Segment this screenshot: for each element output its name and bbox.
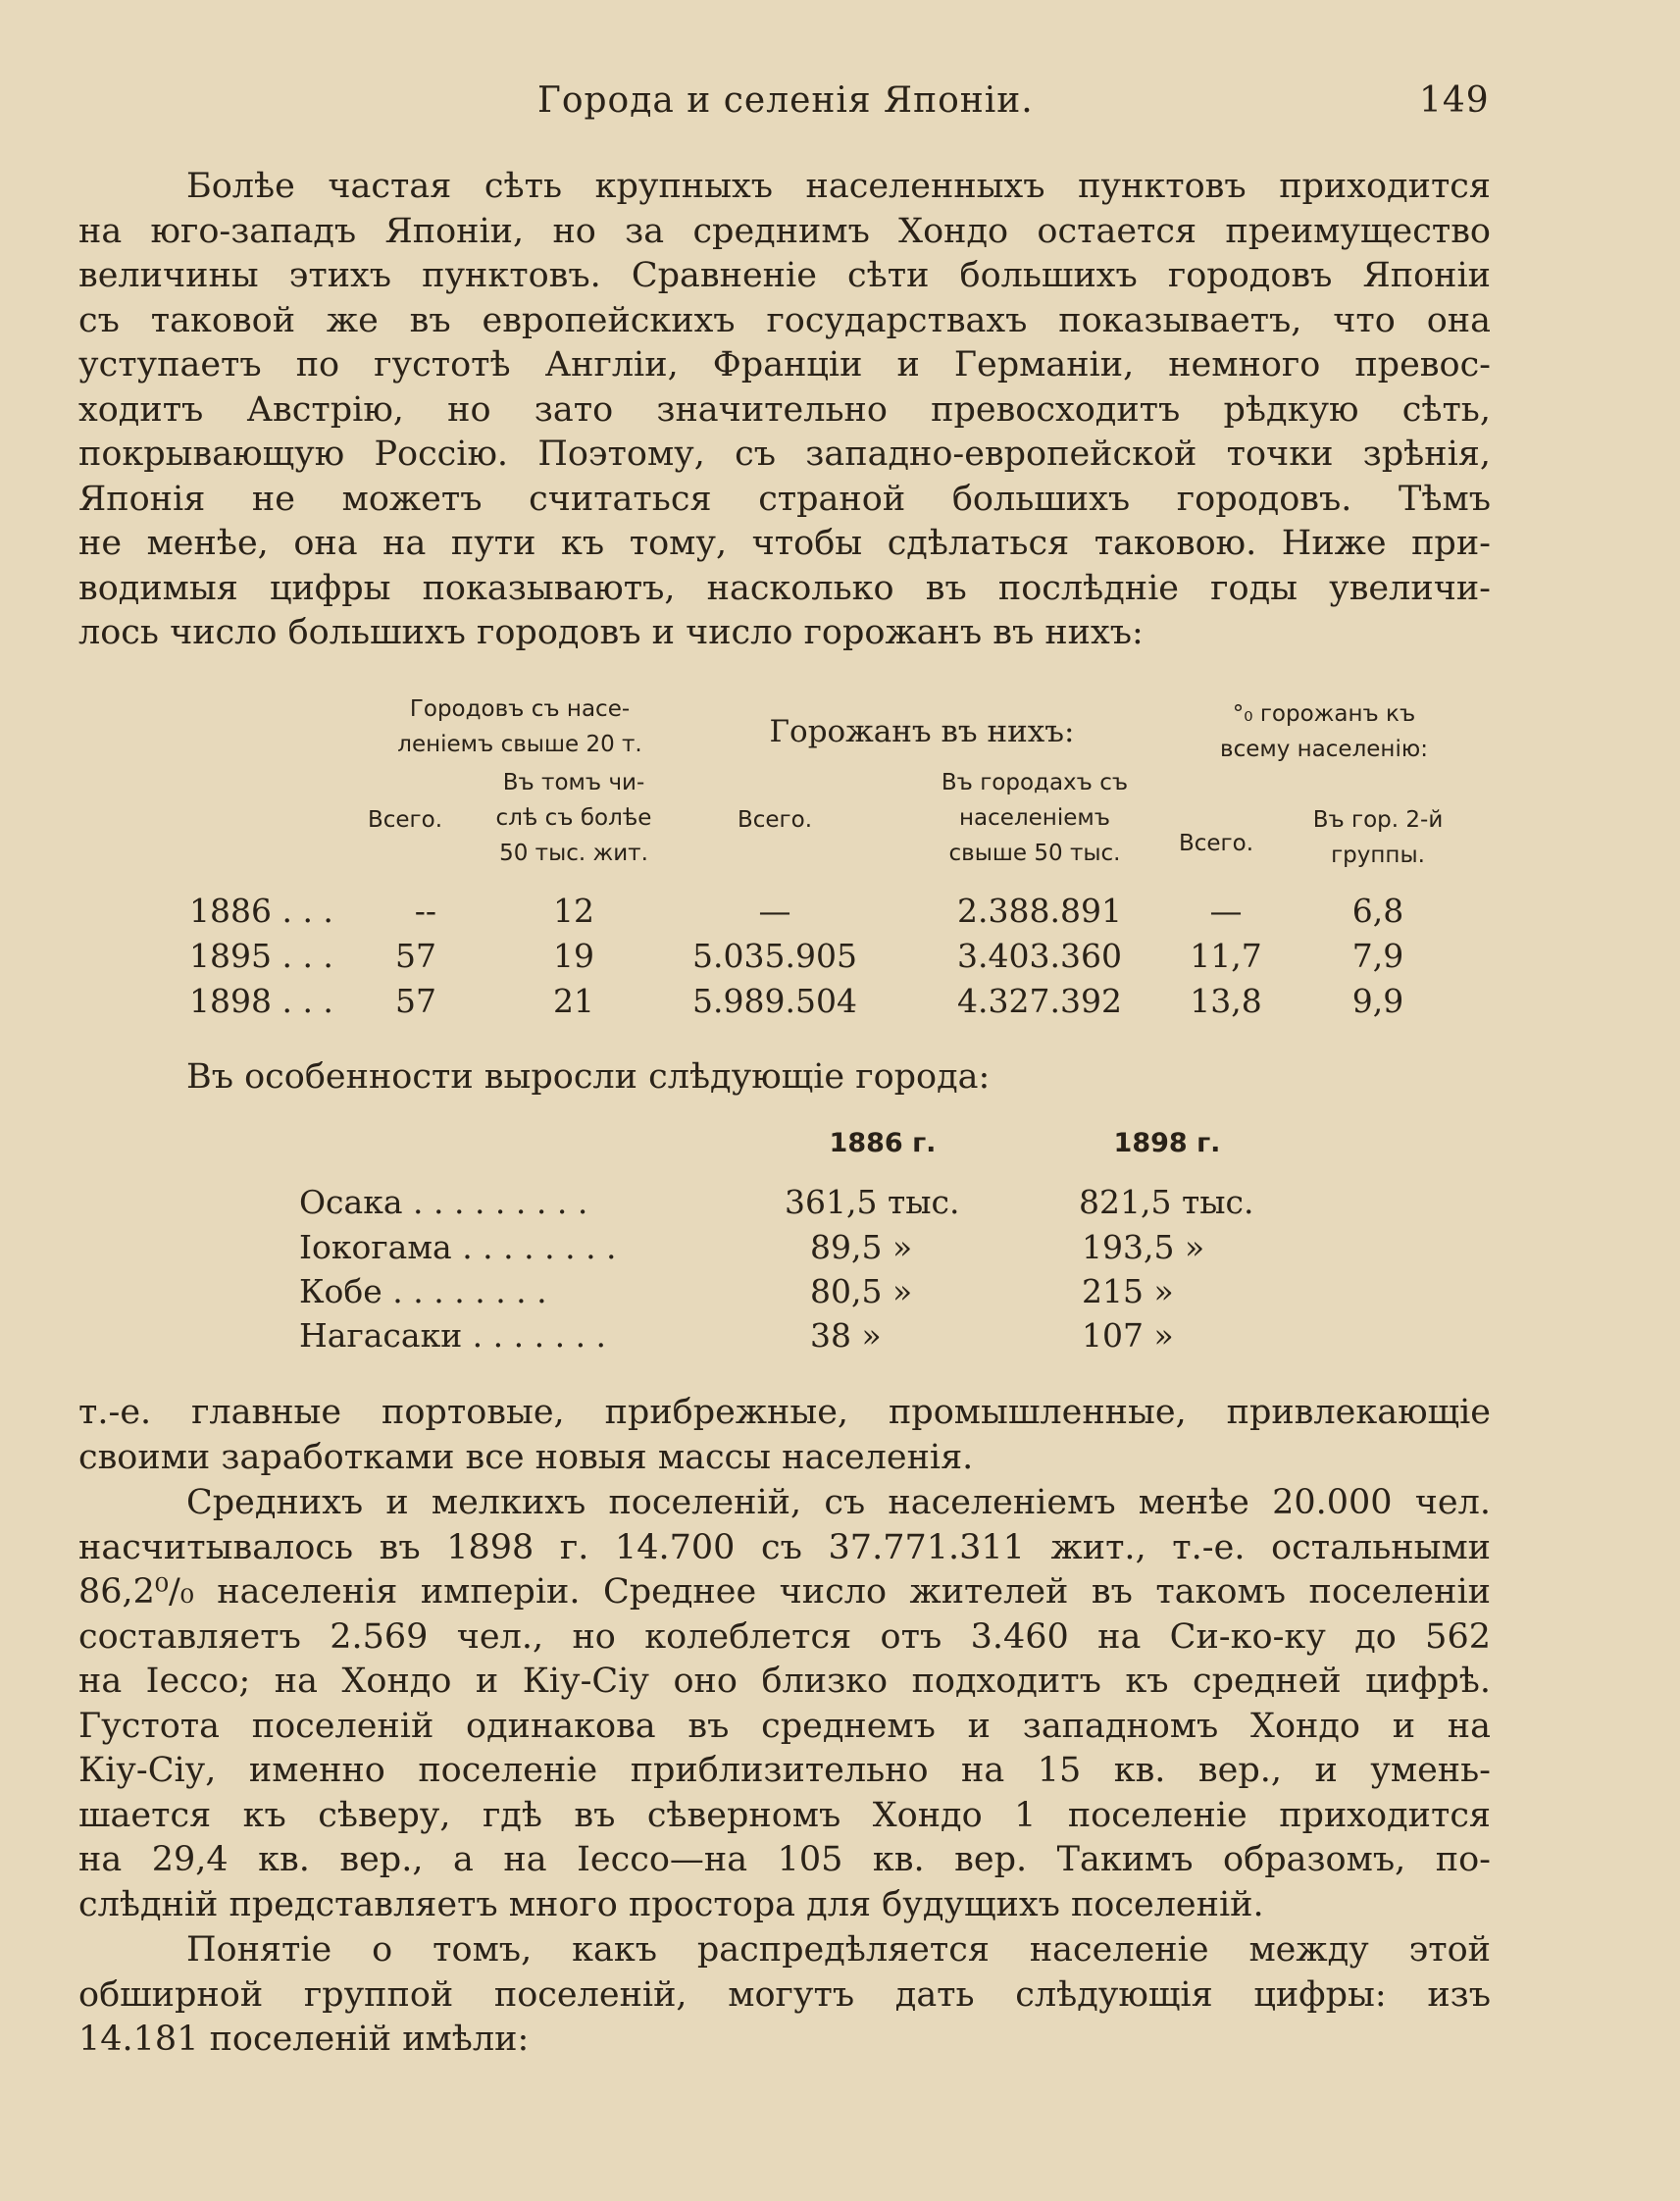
table2-col-1898-header: 1898 г. [1113, 1128, 1221, 1158]
header-line: 50 тыс. жит. [499, 841, 648, 866]
text-line: ходитъ Австрію, но зато значительно превосходитъ рѣдкую сѣть, [78, 389, 1491, 430]
text-line: Японія не можетъ считаться страной большихъ городовъ. Тѣмъ [78, 479, 1491, 519]
header-line: населеніемъ [959, 805, 1110, 831]
table1-col-pct-group2-header [1285, 802, 1471, 873]
header-line: Въ томъ чи- [502, 770, 645, 795]
city-cell: Іокогама . . . . . . . . [299, 1228, 617, 1266]
pct-total-cell: — [1209, 892, 1243, 930]
over50-cell: 21 [553, 982, 594, 1020]
city-cell: Нагасаки . . . . . . . [299, 1316, 607, 1355]
text-line: насчитывалось въ 1898 г. 14.700 съ 37.771.311 жит., т.-е. остальными [78, 1527, 1491, 1567]
header-line: Городовъ съ насе- [409, 696, 631, 722]
text-line: лось число большихъ городовъ и число горожанъ въ нихъ: [78, 613, 1144, 652]
value-1886-cell: 361,5 тыс. [785, 1183, 960, 1221]
text-line: обширной группой поселеній, могутъ дать слѣдующія цифры: изъ [78, 1974, 1491, 2015]
text-line: Густота поселеній одинакова въ среднемъ и западномъ Хондо и на [78, 1706, 1491, 1746]
text-line: покрывающую Россію. Поэтому, съ западно-европейской точки зрѣнія, [78, 435, 1491, 474]
header-line: Въ городахъ съ [941, 770, 1129, 795]
pct-total-cell: 11,7 [1190, 937, 1262, 975]
table1-col-citizens50-header [917, 765, 1152, 871]
year-cell: 1886 . . . [189, 892, 333, 930]
citizens-cell: 5.989.504 [692, 982, 857, 1020]
pct-group2-cell: 9,9 [1351, 982, 1404, 1020]
text-line: на юго-западъ Японіи, но за среднимъ Хондо остается преимущество [78, 211, 1491, 251]
header-line: леніемъ свыше 20 т. [397, 732, 642, 757]
text-line: Болѣе частая сѣть крупныхъ населенныхъ пунктовъ приходится [186, 167, 1491, 206]
text-line: на 29,4 кв. вер., а на Іессо—на 105 кв. вер. Такимъ образомъ, по- [78, 1840, 1491, 1879]
text-line: 14.181 поселеній имѣли: [78, 2020, 530, 2059]
total-cell: 57 [395, 937, 436, 975]
text-line: Среднихъ и мелкихъ поселеній, съ населеніемъ менѣе 20.000 чел. [186, 1483, 1491, 1522]
text-line: слѣдній представляетъ много простора для будущихъ поселеній. [78, 1884, 1264, 1924]
year-cell: 1895 . . . [189, 937, 333, 975]
year-cell: 1898 . . . [189, 982, 333, 1020]
header-line: слѣ съ болѣе [495, 805, 652, 831]
value-1898-cell: 107 » [1082, 1316, 1174, 1355]
pct-group2-cell: 7,9 [1351, 937, 1404, 975]
header-line: свыше 50 тыс. [948, 841, 1121, 866]
citizens50-cell: 4.327.392 [957, 982, 1122, 1020]
table1-col-over50-header [461, 765, 687, 871]
citizens50-cell: 2.388.891 [957, 892, 1122, 930]
text-line: не менѣе, она на пути къ тому, чтобы сдѣлаться таковою. Ниже при- [78, 524, 1491, 563]
paragraph-1 [78, 165, 1491, 656]
text-line: съ таковой же въ европейскихъ государствахъ показываетъ, что она [78, 300, 1491, 340]
value-1898-cell: 193,5 » [1082, 1228, 1205, 1266]
table2-intro: Въ особенности выросли слѣдующіе города: [186, 1057, 991, 1097]
value-1898-cell: 215 » [1082, 1272, 1174, 1310]
text-line: величины этихъ пунктовъ. Сравненіе сѣти большихъ городовъ Японіи [78, 256, 1491, 295]
header-line: всему населенію: [1220, 737, 1428, 762]
paragraph-4 [78, 1928, 1491, 2063]
value-1886-cell: 89,5 » [810, 1228, 913, 1266]
table1-group1-header [353, 691, 687, 762]
city-cell: Осака . . . . . . . . . [299, 1183, 588, 1221]
text-line: 86,2⁰/₀ населенія имперіи. Среднее число жителей въ такомъ поселеніи [78, 1572, 1491, 1612]
value-1886-cell: 80,5 » [810, 1272, 913, 1310]
pct-group2-cell: 6,8 [1351, 892, 1404, 930]
table1-group2-header: Горожанъ въ нихъ: [769, 714, 1075, 749]
total-cell: -- [414, 892, 436, 930]
paragraph-3 [78, 1481, 1491, 1927]
table2-col-1886-header: 1886 г. [829, 1128, 937, 1158]
text-line: своими заработками все новыя массы населенія. [78, 1437, 974, 1477]
citizens50-cell: 3.403.360 [957, 937, 1122, 975]
value-1886-cell: 38 » [810, 1316, 882, 1355]
table1-col-citizens-header: Всего. [737, 807, 813, 833]
over50-cell: 12 [553, 892, 594, 930]
text-line: шается къ сѣверу, гдѣ въ сѣверномъ Хондо 1 поселеніе приходится [78, 1795, 1491, 1835]
table1-col-total-header: Всего. [367, 807, 443, 833]
citizens-cell: 5.035.905 [692, 937, 857, 975]
running-header: Города и селенія Японіи. [537, 80, 1034, 121]
over50-cell: 19 [553, 937, 594, 975]
text-line: Понятіе о томъ, какъ распредѣляется населеніе между этой [186, 1930, 1491, 1970]
total-cell: 57 [395, 982, 436, 1020]
text-line: уступаетъ по густотѣ Англіи, Франціи и Германіи, немного превос- [78, 345, 1491, 384]
page-number: 149 [1419, 80, 1490, 121]
text-line: составляетъ 2.569 чел., но колеблется отъ 3.460 на Си-ко-ку до 562 [78, 1616, 1491, 1657]
text-line: на Іессо; на Хондо и Кіу-Сіу оно близко подходитъ къ средней цифрѣ. [78, 1662, 1491, 1701]
paragraph-2 [78, 1391, 1491, 1480]
header-line: Въ гор. 2-й [1312, 807, 1444, 833]
header-line: °₀ горожанъ къ [1232, 701, 1416, 727]
text-line: Кіу-Сіу, именно поселеніе приблизительно на 15 кв. вер., и умень- [78, 1751, 1491, 1790]
text-line: водимыя цифры показываютъ, насколько въ послѣдніе годы увеличи- [78, 568, 1491, 608]
citizens-cell: — [758, 892, 791, 930]
table1-group3-header [1177, 696, 1471, 767]
table1-col-pct-total-header: Всего. [1178, 831, 1254, 856]
header-line: группы. [1331, 843, 1425, 868]
pct-total-cell: 13,8 [1190, 982, 1262, 1020]
text-line: т.-е. главные портовые, прибрежные, промышленные, привлекающіе [78, 1393, 1491, 1432]
value-1898-cell: 821,5 тыс. [1079, 1183, 1254, 1221]
city-cell: Кобе . . . . . . . . [299, 1272, 547, 1310]
